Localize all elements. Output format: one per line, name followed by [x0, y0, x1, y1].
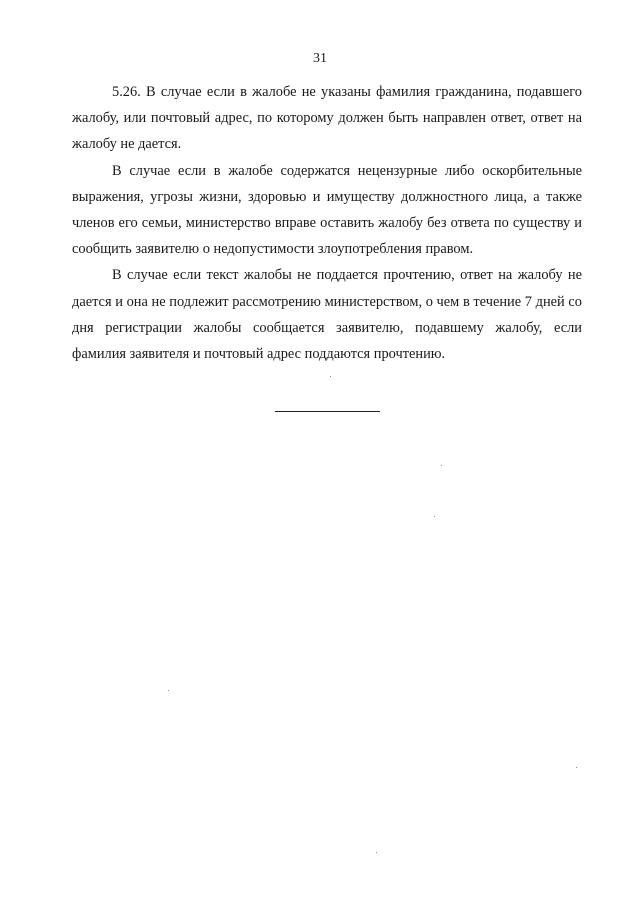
scan-speck	[434, 516, 435, 517]
paragraph-5-26: 5.26. В случае если в жалобе не указаны фамилия гражданина, подавшего жалобу, или почтовый адрес, по которому должен быть направлен ответ, ответ на жалобу не дается.	[72, 84, 582, 153]
scan-speck	[168, 690, 169, 691]
end-divider-line	[275, 411, 380, 412]
scan-speck	[441, 465, 442, 466]
scan-speck	[376, 852, 377, 853]
page-number: 31	[313, 51, 327, 66]
scan-speck	[330, 376, 331, 377]
paragraph-offensive-content: В случае если в жалобе содержатся нецензурные либо оскорбительные выражения, угрозы жизни, здоровью и имуществу должностного лица, а также членов его семьи, министерство вправе оставить жалобу без ответа по существу и сообщить заявителю о недопустимости злоупотребления правом.	[72, 162, 582, 258]
scan-speck	[576, 767, 577, 768]
document-body	[72, 79, 582, 367]
paragraph-illegible-text: В случае если текст жалобы не поддается прочтению, ответ на жалобу не дается и она не подлежит рассмотрению министерством, о чем в течение 7 дней со дня регистрации жалобы сообщается заявителю, подавшему жалобу, если фамилия заявителя и почтовый адрес поддаются прочтению.	[72, 267, 582, 363]
